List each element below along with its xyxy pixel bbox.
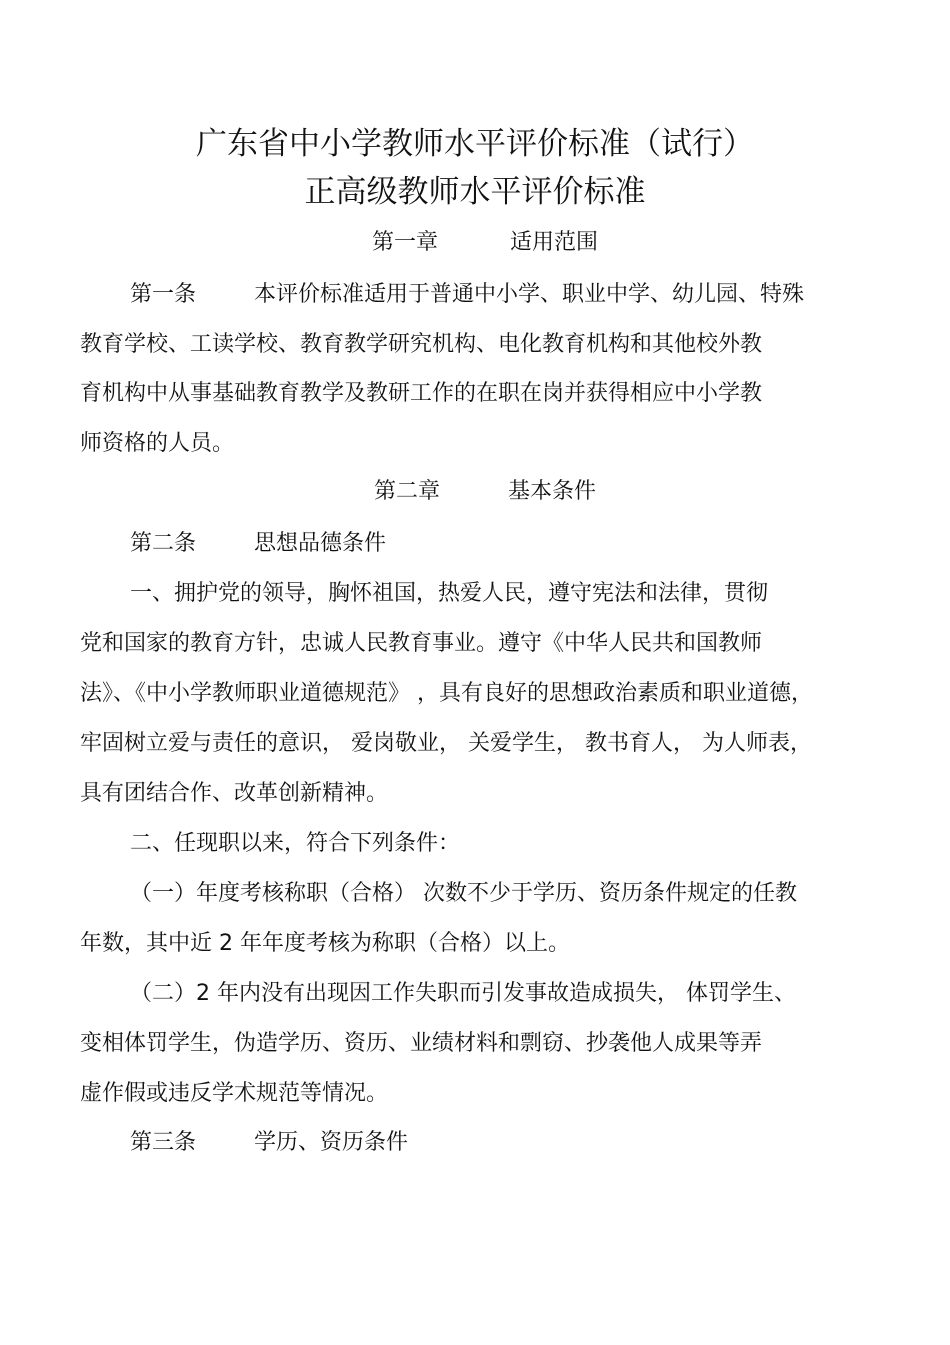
article-2-sub-2-line: 变相体罚学生，伪造学历、资历、业绩材料和剽窃、抄袭他人成果等弄 [80, 1031, 763, 1056]
article-1-text: 本评价标准适用于普通中小学、职业中学、幼儿园、特殊 [254, 282, 805, 307]
article-3-label: 第三条 [130, 1130, 197, 1155]
chapter-2-number: 第二章 [373, 479, 440, 504]
article-1-label: 第一条 [130, 282, 197, 307]
chapter-2-heading [0, 477, 950, 507]
chapter-1-number: 第一章 [371, 230, 438, 255]
chapter-2-name: 基本条件 [508, 479, 597, 504]
article-1-line: 师资格的人员。 [80, 431, 235, 456]
chapter-1-heading [0, 228, 950, 258]
article-2-sub-2-line: （二）2 年内没有出现因工作失职而引发事故造成损失， 体罚学生、 [130, 981, 796, 1006]
chapter-1-name: 适用范围 [510, 230, 599, 255]
article-3-title: 学历、资历条件 [254, 1130, 409, 1155]
document-title: 广东省中小学教师水平评价标准（试行） [196, 126, 754, 162]
article-2-item-1-line: 牢固树立爱与责任的意识， 爱岗敬业， 关爱学生， 教书育人， 为人师表， [80, 731, 812, 756]
article-2-sub-2-line: 虚作假或违反学术规范等情况。 [80, 1081, 389, 1106]
article-1-line: 教育学校、工读学校、教育教学研究机构、电化教育机构和其他校外教 [80, 332, 763, 357]
article-2-title: 思想品德条件 [254, 531, 387, 556]
article-2-item-1-line: 法》、《中小学教师职业道德规范》 ，具有良好的思想政治素质和职业道德， [80, 681, 813, 706]
article-2-heading [130, 529, 386, 559]
article-2-item-1-line: 具有团结合作、改革创新精神。 [80, 781, 389, 806]
article-2-item-1-line: 一、拥护党的领导，胸怀祖国，热爱人民，遵守宪法和法律，贯彻 [130, 581, 769, 606]
article-2-sub-1-line: 年数，其中近 2 年年度考核为称职（合格）以上。 [80, 931, 570, 956]
article-2-item-1-line: 党和国家的教育方针，忠诚人民教育事业。遵守《中华人民共和国教师 [80, 631, 763, 656]
article-2-sub-1-line: （一）年度考核称职（合格） 次数不少于学历、资历条件规定的任教 [130, 881, 797, 906]
article-1-line: 育机构中从事基础教育教学及教研工作的在职在岗并获得相应中小学教 [80, 381, 763, 406]
article-2-label: 第二条 [130, 531, 197, 556]
article-1-first-line [130, 280, 804, 310]
article-2-item-2-heading: 二、任现职以来，符合下列条件： [130, 831, 461, 856]
article-3-heading [130, 1128, 408, 1158]
document-subtitle: 正高级教师水平评价标准 [304, 174, 646, 210]
